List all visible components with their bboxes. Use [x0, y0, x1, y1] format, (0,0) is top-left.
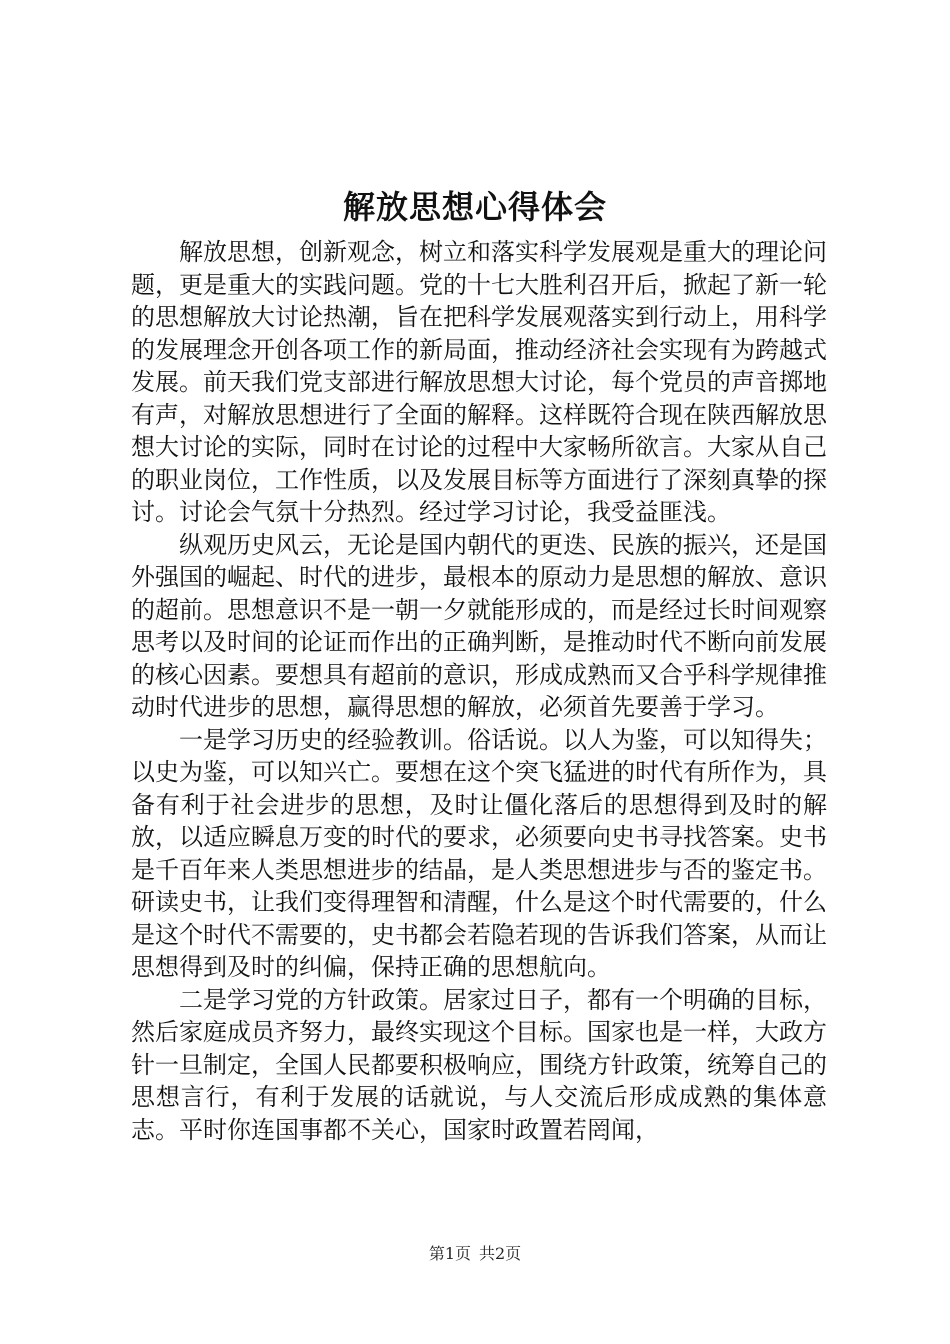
paragraph-1: 解放思想，创新观念，树立和落实科学发展观是重大的理论问题，更是重大的实践问题。党的十七大胜利召开后，掀起了新一轮的思想解放大讨论热潮，旨在把科学发展观落实到行动上，用科学的发展理念开创各项工作的新局面，推动经济社会实现有为跨越式发展。前天我们党支部进行解放思想大讨论，每个党员的声音掷地有声，对解放思想进行了全面的解释。这样既符合现在陕西解放思想大讨论的实际，同时在讨论的过程中大家畅所欲言。大家从自己的职业岗位，工作性质，以及发展目标等方面进行了深刻真挚的探讨。讨论会气氛十分热烈。经过学习讨论，我受益匪浅。 [131, 238, 827, 526]
document-title: 解放思想心得体会 [342, 188, 607, 226]
page-total: 共2页 [479, 1244, 522, 1263]
paragraph-4: 二是学习党的方针政策。居家过日子，都有一个明确的目标，然后家庭成员齐努力，最终实现这个目标。国家也是一样，大政方针一旦制定，全国人民都要积极响应，围绕方针政策，统筹自己的思想言行，有利于发展的话就说，与人交流后形成成熟的集体意志。平时你连国事都不关心，国家时政置若罔闻， [131, 985, 827, 1144]
page-footer [0, 1242, 950, 1266]
document-body [131, 236, 827, 1146]
page-number: 第1页 [428, 1244, 471, 1263]
paragraph-2: 纵观历史风云，无论是国内朝代的更迭、民族的振兴，还是国外强国的崛起、时代的进步，最根本的原动力是思想的解放、意识的超前。思想意识不是一朝一夕就能形成的，而是经过长时间观察思考以及时间的论证而作出的正确判断，是推动时代不断向前发展的核心因素。要想具有超前的意识，形成成熟而又合乎科学规律推动时代进步的思想，赢得思想的解放，必须首先要善于学习。 [131, 530, 827, 721]
paragraph-3: 一是学习历史的经验教训。俗话说。以人为鉴，可以知得失；以史为鉴，可以知兴亡。要想在这个突飞猛进的时代有所作为，具备有利于社会进步的思想，及时让僵化落后的思想得到及时的解放，以适应瞬息万变的时代的要求，必须要向史书寻找答案。史书是千百年来人类思想进步的结晶，是人类思想进步与否的鉴定书。研读史书，让我们变得理智和清醒，什么是这个时代需要的，什么是这个时代不需要的，史书都会若隐若现的告诉我们答案，从而让思想得到及时的纠偏，保持正确的思想航向。 [131, 725, 827, 981]
